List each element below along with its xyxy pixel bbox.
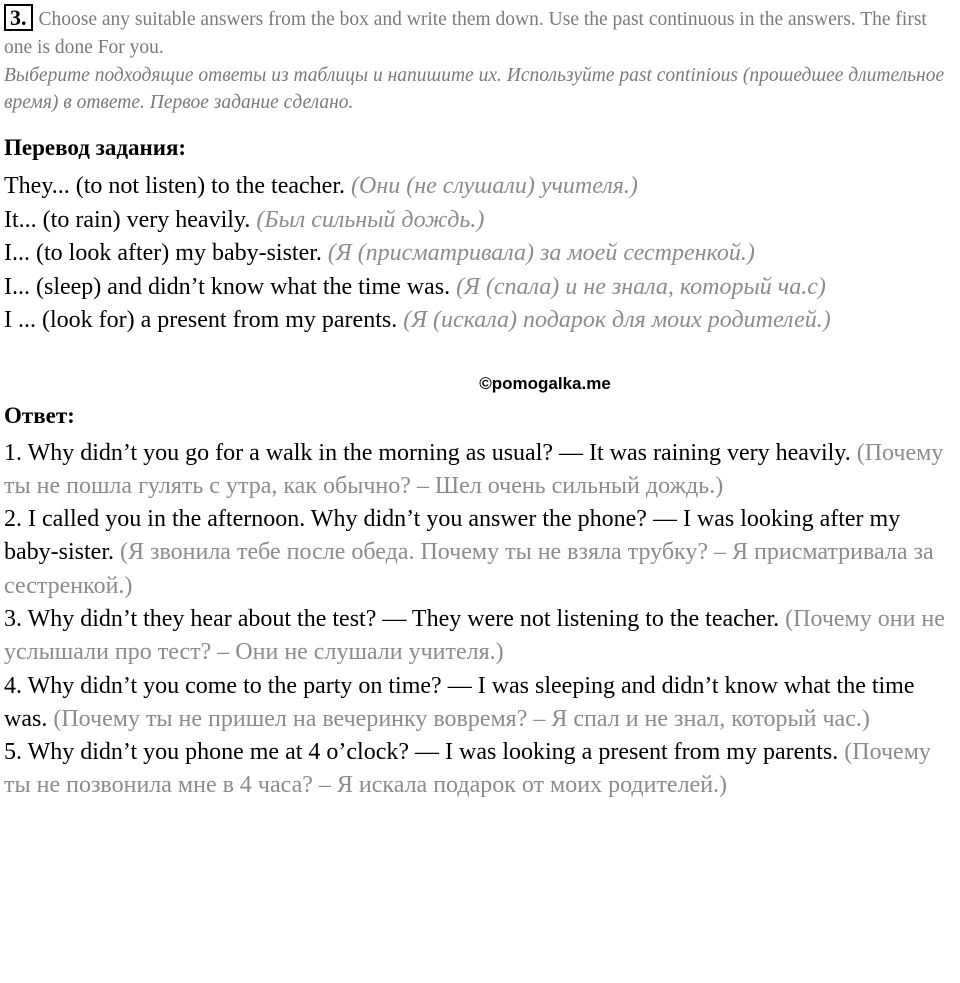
translation-item-en: I... (to look after) my baby-sister.: [4, 240, 322, 266]
translation-item-en: I... (sleep) and didn’t know what the time was.: [4, 273, 451, 300]
watermark: ©pomogalka.me: [479, 373, 611, 393]
answer-item-ru: (Почему ты не пошла гулять с утра, как обычно? – Шел очень сильный дождь.): [4, 439, 944, 499]
answer-item-en: 3. Why didn’t they hear about the test? — They were not listening to the teacher.: [4, 605, 780, 632]
answer-item: [4, 603, 956, 670]
answer-item-en: 4. Why didn’t you come to the party on time? — I was sleeping and didn’t know what the time was.: [4, 672, 915, 732]
translation-item-en: I ... (look for) a present from my parents.: [4, 307, 398, 333]
answer-item-en: 2. I called you in the afternoon. Why didn’t you answer the phone? — I was looking after my baby-sister.: [4, 506, 901, 566]
answer-item-ru: (Почему ты не позвонила мне в 4 часа? – Я искала подарок от моих родителей.): [4, 739, 931, 799]
task-instruction-ru: Выберите подходящие ответы из таблицы и напишите их. Используйте past continious (прошедшее длительное время) в ответе. Первое задание сделано.: [4, 65, 945, 113]
answer-item-ru: (Я звонила тебе после обеда. Почему ты не взяла трубку? – Я присматривала за сестренкой.): [4, 539, 934, 599]
answer-list: [4, 437, 956, 803]
translation-item-ru: (Я (искала) подарок для моих родителей.): [403, 307, 831, 333]
translation-item: [4, 304, 956, 338]
answer-item: [4, 670, 956, 737]
translation-item: [4, 271, 956, 305]
answer-item: [4, 503, 956, 603]
translation-item: [4, 237, 956, 271]
translation-item: [4, 170, 956, 204]
task-number: 3.: [4, 4, 33, 31]
translation-item-en: They... (to not listen) to the teacher.: [4, 173, 346, 199]
translation-item-ru: (Был сильный дождь.): [256, 206, 485, 233]
translation-item-ru: (Я (присматривала) за моей сестренкой.): [327, 240, 755, 266]
answer-item-ru: (Почему они не услышали про тест? – Они не слушали учителя.): [4, 605, 945, 666]
task-instruction-text: Choose any suitable answers from the box and write them down. Use the past continuous in the answers. The first one is done For you.: [4, 9, 927, 58]
task-instruction-en: [4, 4, 956, 62]
answer-item-en: 5. Why didn’t you phone me at 4 o’clock? — I was looking a present from my parents.: [4, 739, 839, 766]
exercise-page: [4, 4, 956, 803]
answer-item-ru: (Почему ты не пришел на вечеринку вовремя? – Я спал и не знал, который час.): [53, 705, 870, 732]
translation-item-ru: (Они (не слушали) учителя.): [351, 173, 638, 199]
translation-list: [4, 170, 956, 338]
answer-item: [4, 736, 956, 803]
translation-title: Перевод задания:: [4, 135, 187, 160]
answer-title: Ответ:: [4, 402, 75, 428]
answer-item-en: 1. Why didn’t you go for a walk in the morning as usual? — It was raining very heavily.: [4, 439, 851, 466]
translation-item-ru: (Я (спала) и не знала, который ча.с): [456, 273, 826, 300]
translation-item-en: It... (to rain) very heavily.: [4, 206, 251, 233]
answer-item: [4, 437, 956, 504]
translation-item: [4, 204, 956, 238]
